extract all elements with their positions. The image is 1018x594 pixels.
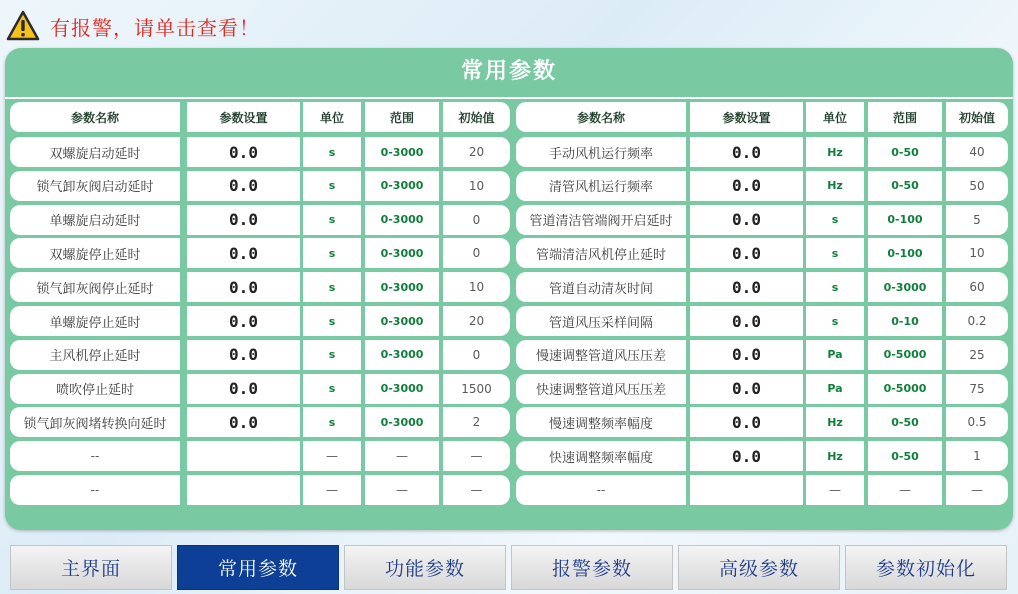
param-range: 0-50 (868, 441, 942, 471)
param-value-input[interactable]: 0.0 (690, 407, 803, 437)
tab-4[interactable]: 高级参数 (678, 545, 840, 590)
column-header-value: 参数设置 (690, 102, 803, 132)
param-range: 0-3000 (365, 407, 439, 437)
tab-0[interactable]: 主界面 (10, 545, 172, 590)
column-header-unit: 单位 (806, 102, 864, 132)
param-name: 慢速调整管道风压压差 (516, 340, 686, 370)
param-value-input[interactable]: 0.0 (690, 238, 803, 268)
param-range: — (365, 441, 439, 471)
param-value-input[interactable] (187, 475, 300, 505)
warning-triangle-icon (6, 10, 40, 42)
param-value-input[interactable]: 0.0 (690, 340, 803, 370)
param-init: 50 (946, 171, 1008, 201)
param-value-input[interactable]: 0.0 (690, 306, 803, 336)
tab-5[interactable]: 参数初始化 (845, 545, 1007, 590)
param-range: 0-3000 (365, 137, 439, 167)
param-value-input[interactable]: 0.0 (690, 205, 803, 235)
param-name: 双螺旋停止延时 (10, 238, 180, 268)
param-value-input[interactable]: 0.0 (690, 441, 803, 471)
param-name: 双螺旋启动延时 (10, 137, 180, 167)
param-init: 40 (946, 137, 1008, 167)
param-init: 10 (443, 272, 510, 302)
param-init: 0 (443, 238, 510, 268)
param-range: 0-5000 (868, 340, 942, 370)
param-init: 1500 (443, 374, 510, 404)
param-init: 10 (443, 171, 510, 201)
param-range: 0-5000 (868, 374, 942, 404)
param-init: 75 (946, 374, 1008, 404)
param-init: 5 (946, 205, 1008, 235)
param-init: 0 (443, 340, 510, 370)
param-init: — (443, 441, 510, 471)
param-name: 管道清洁管端阀开启延时 (516, 205, 686, 235)
param-range: 0-50 (868, 407, 942, 437)
param-init: 20 (443, 306, 510, 336)
param-unit: s (303, 374, 361, 404)
param-unit: Hz (806, 137, 864, 167)
param-range: — (868, 475, 942, 505)
param-init: 0 (443, 205, 510, 235)
param-unit: s (303, 340, 361, 370)
param-unit: Pa (806, 340, 864, 370)
param-range: 0-3000 (365, 374, 439, 404)
param-range: 0-3000 (365, 238, 439, 268)
column-header-range: 范围 (365, 102, 439, 132)
param-name: -- (516, 475, 686, 505)
param-init: — (443, 475, 510, 505)
tab-1[interactable]: 常用参数 (177, 545, 339, 590)
param-unit: s (303, 205, 361, 235)
param-range: 0-3000 (365, 205, 439, 235)
param-range: 0-3000 (365, 306, 439, 336)
param-value-input[interactable]: 0.0 (187, 205, 300, 235)
param-name: 快速调整频率幅度 (516, 441, 686, 471)
param-name: 单螺旋启动延时 (10, 205, 180, 235)
column-header-range: 范围 (868, 102, 942, 132)
param-range: — (365, 475, 439, 505)
param-value-input[interactable]: 0.0 (187, 238, 300, 268)
param-value-input[interactable] (187, 441, 300, 471)
param-unit: s (303, 238, 361, 268)
param-value-input[interactable]: 0.0 (690, 137, 803, 167)
param-name: -- (10, 441, 180, 471)
param-value-input[interactable]: 0.0 (187, 171, 300, 201)
param-unit: s (303, 272, 361, 302)
param-name: 锁气卸灰阀堵转换向延时 (10, 407, 180, 437)
param-init: 0.5 (946, 407, 1008, 437)
param-unit: s (303, 171, 361, 201)
param-range: 0-3000 (868, 272, 942, 302)
param-value-input[interactable]: 0.0 (690, 374, 803, 404)
param-init: 0.2 (946, 306, 1008, 336)
alarm-banner[interactable] (6, 8, 260, 44)
param-range: 0-10 (868, 306, 942, 336)
param-value-input[interactable]: 0.0 (690, 272, 803, 302)
param-init: 1 (946, 441, 1008, 471)
tab-2[interactable]: 功能参数 (344, 545, 506, 590)
column-header-name: 参数名称 (10, 102, 180, 132)
column-header-unit: 单位 (303, 102, 361, 132)
param-name: 清管风机运行频率 (516, 171, 686, 201)
alarm-text[interactable]: 有报警，请单击查看！ (50, 15, 260, 40)
param-unit: s (303, 306, 361, 336)
param-name: 主风机停止延时 (10, 340, 180, 370)
param-unit: Hz (806, 407, 864, 437)
param-unit: s (806, 238, 864, 268)
param-value-input[interactable]: 0.0 (690, 171, 803, 201)
param-name: -- (10, 475, 180, 505)
param-range: 0-3000 (365, 171, 439, 201)
param-value-input[interactable]: 0.0 (187, 340, 300, 370)
tab-3[interactable]: 报警参数 (511, 545, 673, 590)
param-init: — (946, 475, 1008, 505)
param-value-input[interactable]: 0.0 (187, 137, 300, 167)
param-unit: — (303, 475, 361, 505)
param-init: 20 (443, 137, 510, 167)
param-unit: s (806, 272, 864, 302)
param-value-input[interactable]: 0.0 (187, 272, 300, 302)
param-name: 单螺旋停止延时 (10, 306, 180, 336)
param-name: 手动风机运行频率 (516, 137, 686, 167)
param-init: 10 (946, 238, 1008, 268)
param-value-input[interactable]: 0.0 (187, 407, 300, 437)
param-name: 慢速调整频率幅度 (516, 407, 686, 437)
param-name: 管道自动清灰时间 (516, 272, 686, 302)
param-range: 0-3000 (365, 272, 439, 302)
column-header-init: 初始值 (946, 102, 1008, 132)
param-unit: — (806, 475, 864, 505)
param-range: 0-100 (868, 238, 942, 268)
param-range: 0-3000 (365, 340, 439, 370)
param-range: 0-100 (868, 205, 942, 235)
param-unit: s (806, 205, 864, 235)
param-name: 管道风压采样间隔 (516, 306, 686, 336)
panel-title: 常用参数 (460, 59, 557, 84)
param-name: 管端清洁风机停止延时 (516, 238, 686, 268)
param-name: 锁气卸灰阀停止延时 (10, 272, 180, 302)
param-range: 0-50 (868, 171, 942, 201)
param-unit: Hz (806, 441, 864, 471)
column-header-name: 参数名称 (516, 102, 686, 132)
params-panel (5, 48, 1013, 530)
column-header-init: 初始值 (443, 102, 510, 132)
param-name: 快速调整管道风压压差 (516, 374, 686, 404)
param-init: 60 (946, 272, 1008, 302)
param-unit: s (806, 306, 864, 336)
title-divider (5, 97, 1013, 99)
param-unit: Hz (806, 171, 864, 201)
param-name: 锁气卸灰阀启动延时 (10, 171, 180, 201)
param-value-input[interactable] (690, 475, 803, 505)
column-header-value: 参数设置 (187, 102, 300, 132)
param-unit: Pa (806, 374, 864, 404)
param-range: 0-50 (868, 137, 942, 167)
param-init: 2 (443, 407, 510, 437)
param-unit: s (303, 137, 361, 167)
param-init: 25 (946, 340, 1008, 370)
param-unit: s (303, 407, 361, 437)
param-value-input[interactable]: 0.0 (187, 374, 300, 404)
param-name: 喷吹停止延时 (10, 374, 180, 404)
param-value-input[interactable]: 0.0 (187, 306, 300, 336)
param-unit: — (303, 441, 361, 471)
